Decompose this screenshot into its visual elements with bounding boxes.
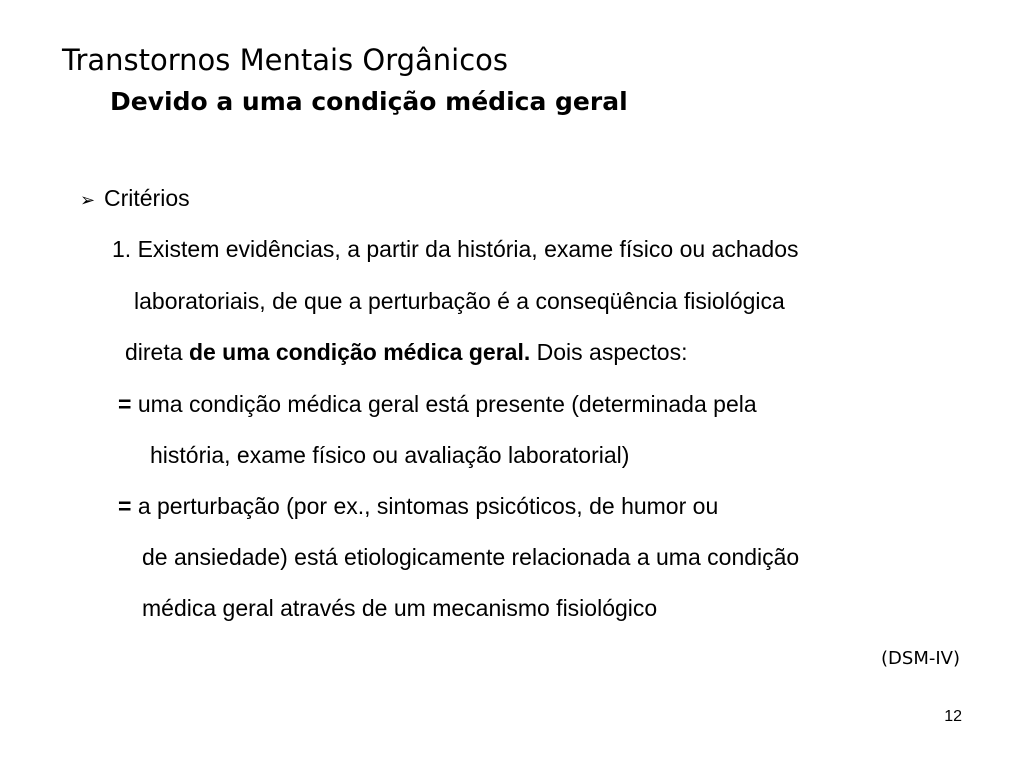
aspect2-text: a perturbação (por ex., sintomas psicóticos, de humor ou: [131, 493, 719, 519]
aspect1-line2: história, exame físico ou avaliação laboratorial): [150, 442, 630, 468]
criteria-heading: Critérios: [104, 185, 190, 211]
slide-title: Transtornos Mentais Orgânicos: [62, 43, 509, 77]
page-number: 12: [944, 708, 962, 725]
item1-line3-start: direta: [125, 339, 189, 365]
item1-line2: laboratoriais, de que a perturbação é a conseqüência fisiológica: [134, 288, 785, 314]
arrow-bullet-icon: ➢: [80, 190, 96, 211]
aspect2-line1: [118, 491, 718, 521]
aspect1-line1: [118, 389, 757, 419]
source-citation: (DSM-IV): [881, 648, 960, 669]
criteria-heading-line: [80, 183, 190, 216]
item1-line3-end: Dois aspectos:: [530, 339, 688, 365]
aspect1-marker: =: [118, 391, 132, 417]
slide-subtitle: Devido a uma condição médica geral: [110, 87, 628, 116]
item1-line1: 1. Existem evidências, a partir da história, exame físico ou achados: [112, 236, 799, 262]
item1-line3-bold: de uma condição médica geral.: [188, 339, 531, 365]
item1-line3: [125, 337, 687, 367]
aspect2-marker: =: [118, 493, 132, 519]
aspect2-line2: de ansiedade) está etiologicamente relacionada a uma condição: [142, 544, 800, 570]
aspect2-line3: médica geral através de um mecanismo fisiológico: [142, 595, 658, 621]
aspect1-text: uma condição médica geral está presente (determinada pela: [131, 391, 757, 417]
